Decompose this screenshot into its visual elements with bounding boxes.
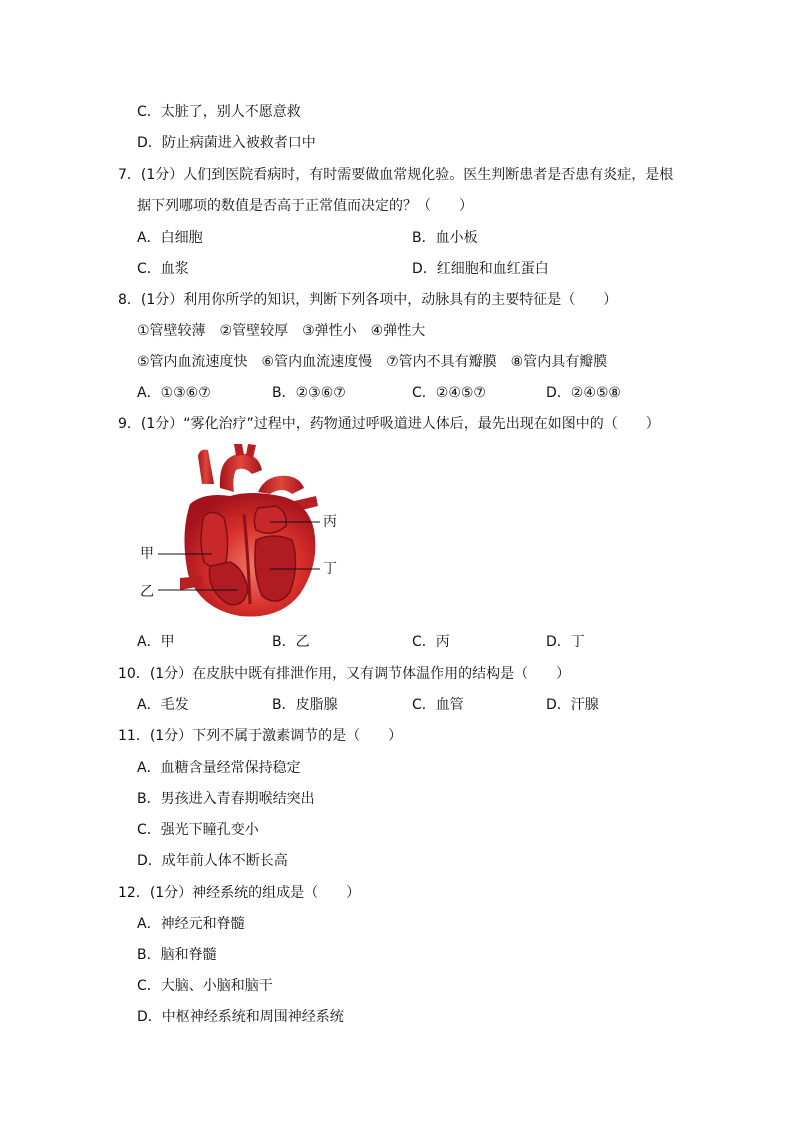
figure-label-jia: 甲 [140,546,154,562]
heart-figure [140,444,350,624]
q10-option-d: D．汗腺 [546,697,599,713]
q7-option-d: D．红细胞和血红蛋白 [412,261,549,277]
q9-option-b: B．乙 [272,634,310,650]
artery-branch-1 [234,444,244,456]
figure-label-yi: 乙 [140,584,154,600]
q8-option-b: B．②③⑥⑦ [272,385,346,401]
q8-items-row1: ①管壁较薄 ②管壁较厚 ③弹性小 ④弹性大 [137,323,426,339]
q10-option-a: A．毛发 [137,697,189,713]
q11-option-a: A．血糖含量经常保持稳定 [137,760,301,776]
q7-option-a: A．白细胞 [137,230,203,246]
q9-stem: 9．(1分）“雾化治疗”过程中，药物通过呼吸道进人体后，最先出现在如图中的（ ） [118,416,660,432]
q11-option-d: D．成年前人体不断长高 [137,853,288,869]
q7-stem-line2: 据下列哪项的数值是否高于正常值而决定的？（ ） [137,198,473,214]
q7-option-b: B．血小板 [412,230,478,246]
q12-option-a: A．神经元和脊髓 [137,916,245,932]
q8-option-a: A．①③⑥⑦ [137,385,211,401]
figure-label-ding: 丁 [323,561,337,577]
q12-option-b: B．脑和脊髓 [137,947,217,963]
q8-option-c: C．②④⑤⑦ [412,385,486,401]
q10-stem: 10．(1分）在皮肤中既有排泄作用，又有调节体温作用的结构是（ ） [118,666,571,682]
figure-label-bing: 丙 [323,514,337,530]
q12-option-d: D．中枢神经系统和周围神经系统 [137,1009,344,1025]
q8-items-row2: ⑤管内血流速度快 ⑥管内血流速度慢 ⑦管内不具有瓣膜 ⑧管内具有瓣膜 [137,354,608,370]
q7-option-c: C．血浆 [137,261,189,277]
q11-option-c: C．强光下瞳孔变小 [137,822,259,838]
q8-stem: 8．(1分）利用你所学的知识，判断下列各项中，动脉具有的主要特征是（ ） [118,292,618,308]
pulmonary-artery [258,476,304,494]
q11-option-b: B．男孩进入青春期喉结突出 [137,791,315,807]
heart-illustration [140,444,350,624]
q10-option-b: B．皮脂腺 [272,697,338,713]
q9-option-c: C．丙 [412,634,450,650]
left-atrium [254,506,286,533]
aortic-arch [220,454,262,492]
q8-option-d: D．②④⑤⑧ [546,385,621,401]
q11-stem: 11．(1分）下列不属于激素调节的是（ ） [118,728,403,744]
q10-option-c: C．血管 [412,697,464,713]
superior-vena-cava [198,450,214,484]
q12-stem: 12．(1分）神经系统的组成是（ ） [118,885,361,901]
q7-stem-line1: 7．(1分）人们到医院看病时，有时需要做血常规化验。医生判断患者是否患有炎症，是根 [118,167,674,183]
q6-option-d: D．防止病菌进入被救者口中 [137,135,316,151]
right-atrium [201,512,228,567]
q9-option-d: D．丁 [546,634,585,650]
q9-option-a: A．甲 [137,634,175,650]
q12-option-c: C．大脑、小脑和脑干 [137,978,273,994]
q6-option-c: C．太脏了，别人不愿意救 [137,104,301,120]
